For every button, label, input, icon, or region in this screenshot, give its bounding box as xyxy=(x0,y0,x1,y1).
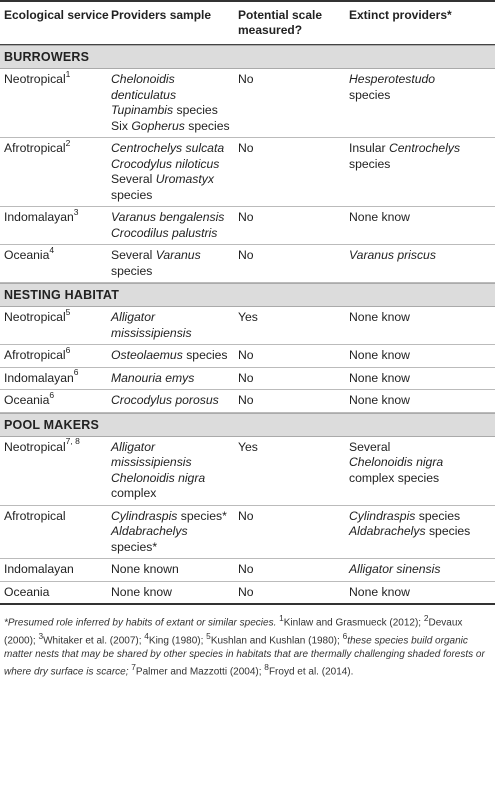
cell-text: None know xyxy=(349,584,410,599)
cell-text: Centrochelys xyxy=(388,141,461,155)
footnote-number: 6 xyxy=(342,630,348,641)
cell-line xyxy=(349,455,494,471)
cell-text: Six xyxy=(111,118,132,133)
cell-text: mississipiensis xyxy=(111,325,192,340)
cell-region xyxy=(4,68,111,134)
cell-text: Several xyxy=(349,439,391,454)
cell-text: Manouria emys xyxy=(111,370,195,385)
cell-providers xyxy=(111,440,238,502)
cell-providers xyxy=(111,141,238,203)
cell-line xyxy=(349,210,494,226)
footnote-text: Kinlaw and Grasmueck (2012); xyxy=(283,617,424,629)
cell-providers xyxy=(111,310,238,341)
table-row xyxy=(0,307,495,345)
table-row xyxy=(0,245,495,283)
cell-text: Crocodylus porosus xyxy=(111,393,219,407)
cell-extinct-providers xyxy=(349,141,494,203)
region-name: Indomalayan xyxy=(4,370,74,385)
table-row xyxy=(0,69,495,138)
footnote-number: 4 xyxy=(144,630,149,641)
footnote-text: Kushlan and Kushlan (1980); xyxy=(210,635,343,647)
table-footnote xyxy=(0,605,495,679)
cell-region xyxy=(4,137,111,203)
cell-scale-measured: No xyxy=(238,508,254,523)
cell-region xyxy=(4,206,111,241)
cell-line xyxy=(111,562,238,578)
cell-line xyxy=(111,103,238,119)
cell-providers xyxy=(111,393,238,409)
cell-providers xyxy=(111,371,238,387)
cell-scale-measured: No xyxy=(238,393,254,407)
cell-line xyxy=(349,562,494,578)
cell-extinct-providers xyxy=(349,248,494,279)
header-extinct-providers: Extinct providers* xyxy=(349,8,452,22)
cell-providers xyxy=(111,72,238,134)
header-potential-scale: Potential scale measured? xyxy=(238,8,323,37)
cell-line xyxy=(349,393,494,409)
cell-scale-measured: No xyxy=(238,141,254,155)
cell-providers xyxy=(111,210,238,241)
footnote-number: 5 xyxy=(206,630,211,641)
region-name: Indomalayan xyxy=(4,562,74,576)
header-providers-sample: Providers sample xyxy=(111,8,212,22)
cell-scale-measured: No xyxy=(238,562,254,576)
cell-line xyxy=(349,471,494,487)
cell-line xyxy=(349,157,494,173)
section-header: POOL MAKERS xyxy=(0,413,495,437)
cell-line xyxy=(111,348,238,364)
cell-line xyxy=(349,72,494,88)
footnote-text: Palmer and Mazzotti (2004); xyxy=(135,666,265,678)
region-name: Neotropical xyxy=(4,310,66,324)
cell-line xyxy=(111,226,238,242)
cell-text: complex species xyxy=(349,470,440,485)
footnote-text: Devaux (2000); xyxy=(4,617,463,647)
cell-text: Varanus bengalensis xyxy=(111,210,225,224)
cell-text: Uromastyx xyxy=(155,172,214,186)
cell-scale-measured: No xyxy=(238,72,254,86)
cell-region xyxy=(4,509,111,556)
cell-line xyxy=(111,248,238,264)
footnote-text: Froyd et al. (2014). xyxy=(268,666,354,678)
table-row xyxy=(0,390,495,413)
reference-superscript: 7, 8 xyxy=(65,436,80,447)
table-row xyxy=(0,368,495,391)
cell-text: Gopherus xyxy=(131,118,185,133)
cell-text: Crocodylus niloticus xyxy=(111,156,220,171)
reference-superscript: 3 xyxy=(73,206,79,217)
cell-text: species xyxy=(173,103,218,117)
table-row xyxy=(0,582,495,606)
cell-text: species xyxy=(349,156,391,171)
section-header: BURROWERS xyxy=(0,45,495,69)
cell-line xyxy=(349,371,494,387)
cell-line xyxy=(111,486,238,502)
footnote-text: *Presumed role inferred by habits of extant or similar species. xyxy=(4,617,280,629)
region-name: Oceania xyxy=(4,393,50,407)
cell-line xyxy=(349,348,494,364)
footnote-number: 7 xyxy=(131,662,136,673)
cell-extinct-providers xyxy=(349,562,494,578)
table-row xyxy=(0,138,495,207)
cell-line xyxy=(111,119,238,135)
cell-scale-measured: No xyxy=(238,348,254,362)
cell-region xyxy=(4,389,111,409)
cell-text: species xyxy=(425,524,471,538)
reference-superscript: 6 xyxy=(65,344,71,355)
region-name: Afrotropical xyxy=(4,141,66,155)
cell-extinct-providers xyxy=(349,509,494,556)
cell-line xyxy=(111,524,238,540)
cell-region xyxy=(4,367,111,387)
footnote-number: 8 xyxy=(264,662,269,673)
cell-extinct-providers xyxy=(349,440,494,502)
cell-providers xyxy=(111,585,238,601)
cell-text: Chelonoidis nigra xyxy=(111,470,206,485)
cell-text: Centrochelys sulcata xyxy=(111,141,225,155)
region-name: Neotropical xyxy=(4,439,66,454)
table-row xyxy=(0,207,495,245)
footnote-number: 3 xyxy=(38,630,44,641)
region-name: Afrotropical xyxy=(4,508,66,523)
region-name: Oceania xyxy=(4,248,50,262)
cell-text: Cylindraspis xyxy=(349,508,416,523)
cell-text: mississipiensis xyxy=(111,455,192,469)
cell-line xyxy=(111,471,238,487)
reference-superscript: 5 xyxy=(65,306,71,317)
cell-line xyxy=(111,509,238,525)
reference-superscript: 4 xyxy=(49,244,55,255)
cell-text: species xyxy=(184,118,230,133)
table-row xyxy=(0,437,495,506)
cell-text: None know xyxy=(349,310,410,324)
cell-line xyxy=(349,524,494,540)
cell-line xyxy=(111,172,238,188)
cell-line xyxy=(111,310,238,326)
cell-scale-measured: No xyxy=(238,210,254,224)
cell-line xyxy=(111,141,238,157)
reference-superscript: 2 xyxy=(65,137,71,148)
cell-text: Tupinambis xyxy=(111,103,174,117)
reference-superscript: 6 xyxy=(49,389,55,400)
section-header: NESTING HABITAT xyxy=(0,283,495,307)
cell-text: Alligator xyxy=(111,310,156,324)
cell-text: species* xyxy=(177,508,227,523)
cell-text: species xyxy=(349,87,391,102)
cell-extinct-providers xyxy=(349,72,494,134)
cell-text: species xyxy=(111,263,153,278)
cell-line xyxy=(349,509,494,525)
cell-extinct-providers xyxy=(349,393,494,409)
cell-text: complex xyxy=(111,486,157,500)
cell-region xyxy=(4,344,111,364)
cell-text: Aldabrachelys xyxy=(111,524,188,538)
cell-providers xyxy=(111,509,238,556)
cell-text: species xyxy=(111,187,153,202)
reference-superscript: 1 xyxy=(65,68,71,79)
cell-line xyxy=(111,393,238,409)
region-name: Indomalayan xyxy=(4,210,74,224)
cell-line xyxy=(111,210,238,226)
cell-text: species xyxy=(182,348,228,362)
cell-text: Varanus xyxy=(155,248,201,262)
cell-text: Chelonoidis xyxy=(111,72,175,86)
cell-line xyxy=(111,72,238,88)
cell-text: Hesperotestudo xyxy=(349,72,436,86)
cell-text: denticulatus xyxy=(111,87,177,102)
footnote-number: 1 xyxy=(279,613,284,623)
cell-text: None know xyxy=(349,210,410,224)
cell-line xyxy=(111,540,238,556)
cell-extinct-providers xyxy=(349,348,494,364)
cell-text: Insular xyxy=(349,141,389,155)
cell-text: Cylindraspis xyxy=(111,508,178,523)
footnote-text: Whitaker et al. (2007); xyxy=(43,635,145,647)
cell-text: Several xyxy=(111,172,156,186)
cell-line xyxy=(349,248,494,264)
table-row xyxy=(0,559,495,582)
cell-scale-measured: Yes xyxy=(238,439,258,454)
region-name: Afrotropical xyxy=(4,348,66,362)
table-body xyxy=(0,45,495,605)
cell-text: Crocodilus palustris xyxy=(111,225,218,240)
footnote-text: King (1980); xyxy=(148,635,207,647)
cell-text: Aldabrachelys xyxy=(349,524,426,538)
cell-line xyxy=(111,455,238,471)
cell-line xyxy=(111,440,238,456)
cell-line xyxy=(349,88,494,104)
cell-line xyxy=(349,310,494,326)
cell-region xyxy=(4,436,111,502)
cell-scale-measured: No xyxy=(238,370,254,385)
cell-line xyxy=(349,440,494,456)
cell-line xyxy=(111,371,238,387)
cell-text: Osteolaemus xyxy=(111,348,183,362)
reference-superscript: 6 xyxy=(73,367,79,378)
cell-text: Several xyxy=(111,248,156,262)
cell-line xyxy=(111,264,238,280)
cell-text: None know xyxy=(111,584,172,599)
cell-extinct-providers xyxy=(349,310,494,341)
header-ecological-service: Ecological service xyxy=(4,8,109,22)
cell-line xyxy=(349,141,494,157)
cell-line xyxy=(111,585,238,601)
region-name: Oceania xyxy=(4,584,50,599)
table-row xyxy=(0,506,495,560)
footnote-text: these species build organic matter nests that may be shared by other species in habitats that are thermally challenging shaded forests or where dry surface is scarce; xyxy=(4,635,485,678)
cell-text: species* xyxy=(111,539,158,554)
cell-line xyxy=(111,188,238,204)
cell-text: species xyxy=(415,508,461,523)
cell-text: Varanus priscus xyxy=(349,248,436,262)
cell-text: None know xyxy=(349,370,410,385)
cell-providers xyxy=(111,348,238,364)
cell-line xyxy=(111,326,238,342)
cell-region xyxy=(4,585,111,601)
cell-scale-measured: No xyxy=(238,584,254,599)
table-row xyxy=(0,345,495,368)
cell-scale-measured: No xyxy=(238,248,254,262)
cell-text: None know xyxy=(349,348,410,362)
cell-text: Alligator xyxy=(111,439,156,454)
cell-region xyxy=(4,244,111,279)
cell-region xyxy=(4,562,111,578)
cell-extinct-providers xyxy=(349,210,494,241)
cell-text: Chelonoidis nigra xyxy=(349,455,444,469)
footnote-number: 2 xyxy=(423,613,429,623)
cell-text: None known xyxy=(111,562,179,576)
cell-providers xyxy=(111,562,238,578)
cell-line xyxy=(111,88,238,104)
cell-line xyxy=(111,157,238,173)
cell-text: None know xyxy=(349,393,410,407)
cell-line xyxy=(349,585,494,601)
cell-extinct-providers xyxy=(349,585,494,601)
cell-providers xyxy=(111,248,238,279)
table-header xyxy=(0,0,495,45)
cell-extinct-providers xyxy=(349,371,494,387)
cell-region xyxy=(4,306,111,341)
cell-scale-measured: Yes xyxy=(238,310,258,324)
cell-text: Alligator sinensis xyxy=(349,562,441,576)
region-name: Neotropical xyxy=(4,72,66,86)
